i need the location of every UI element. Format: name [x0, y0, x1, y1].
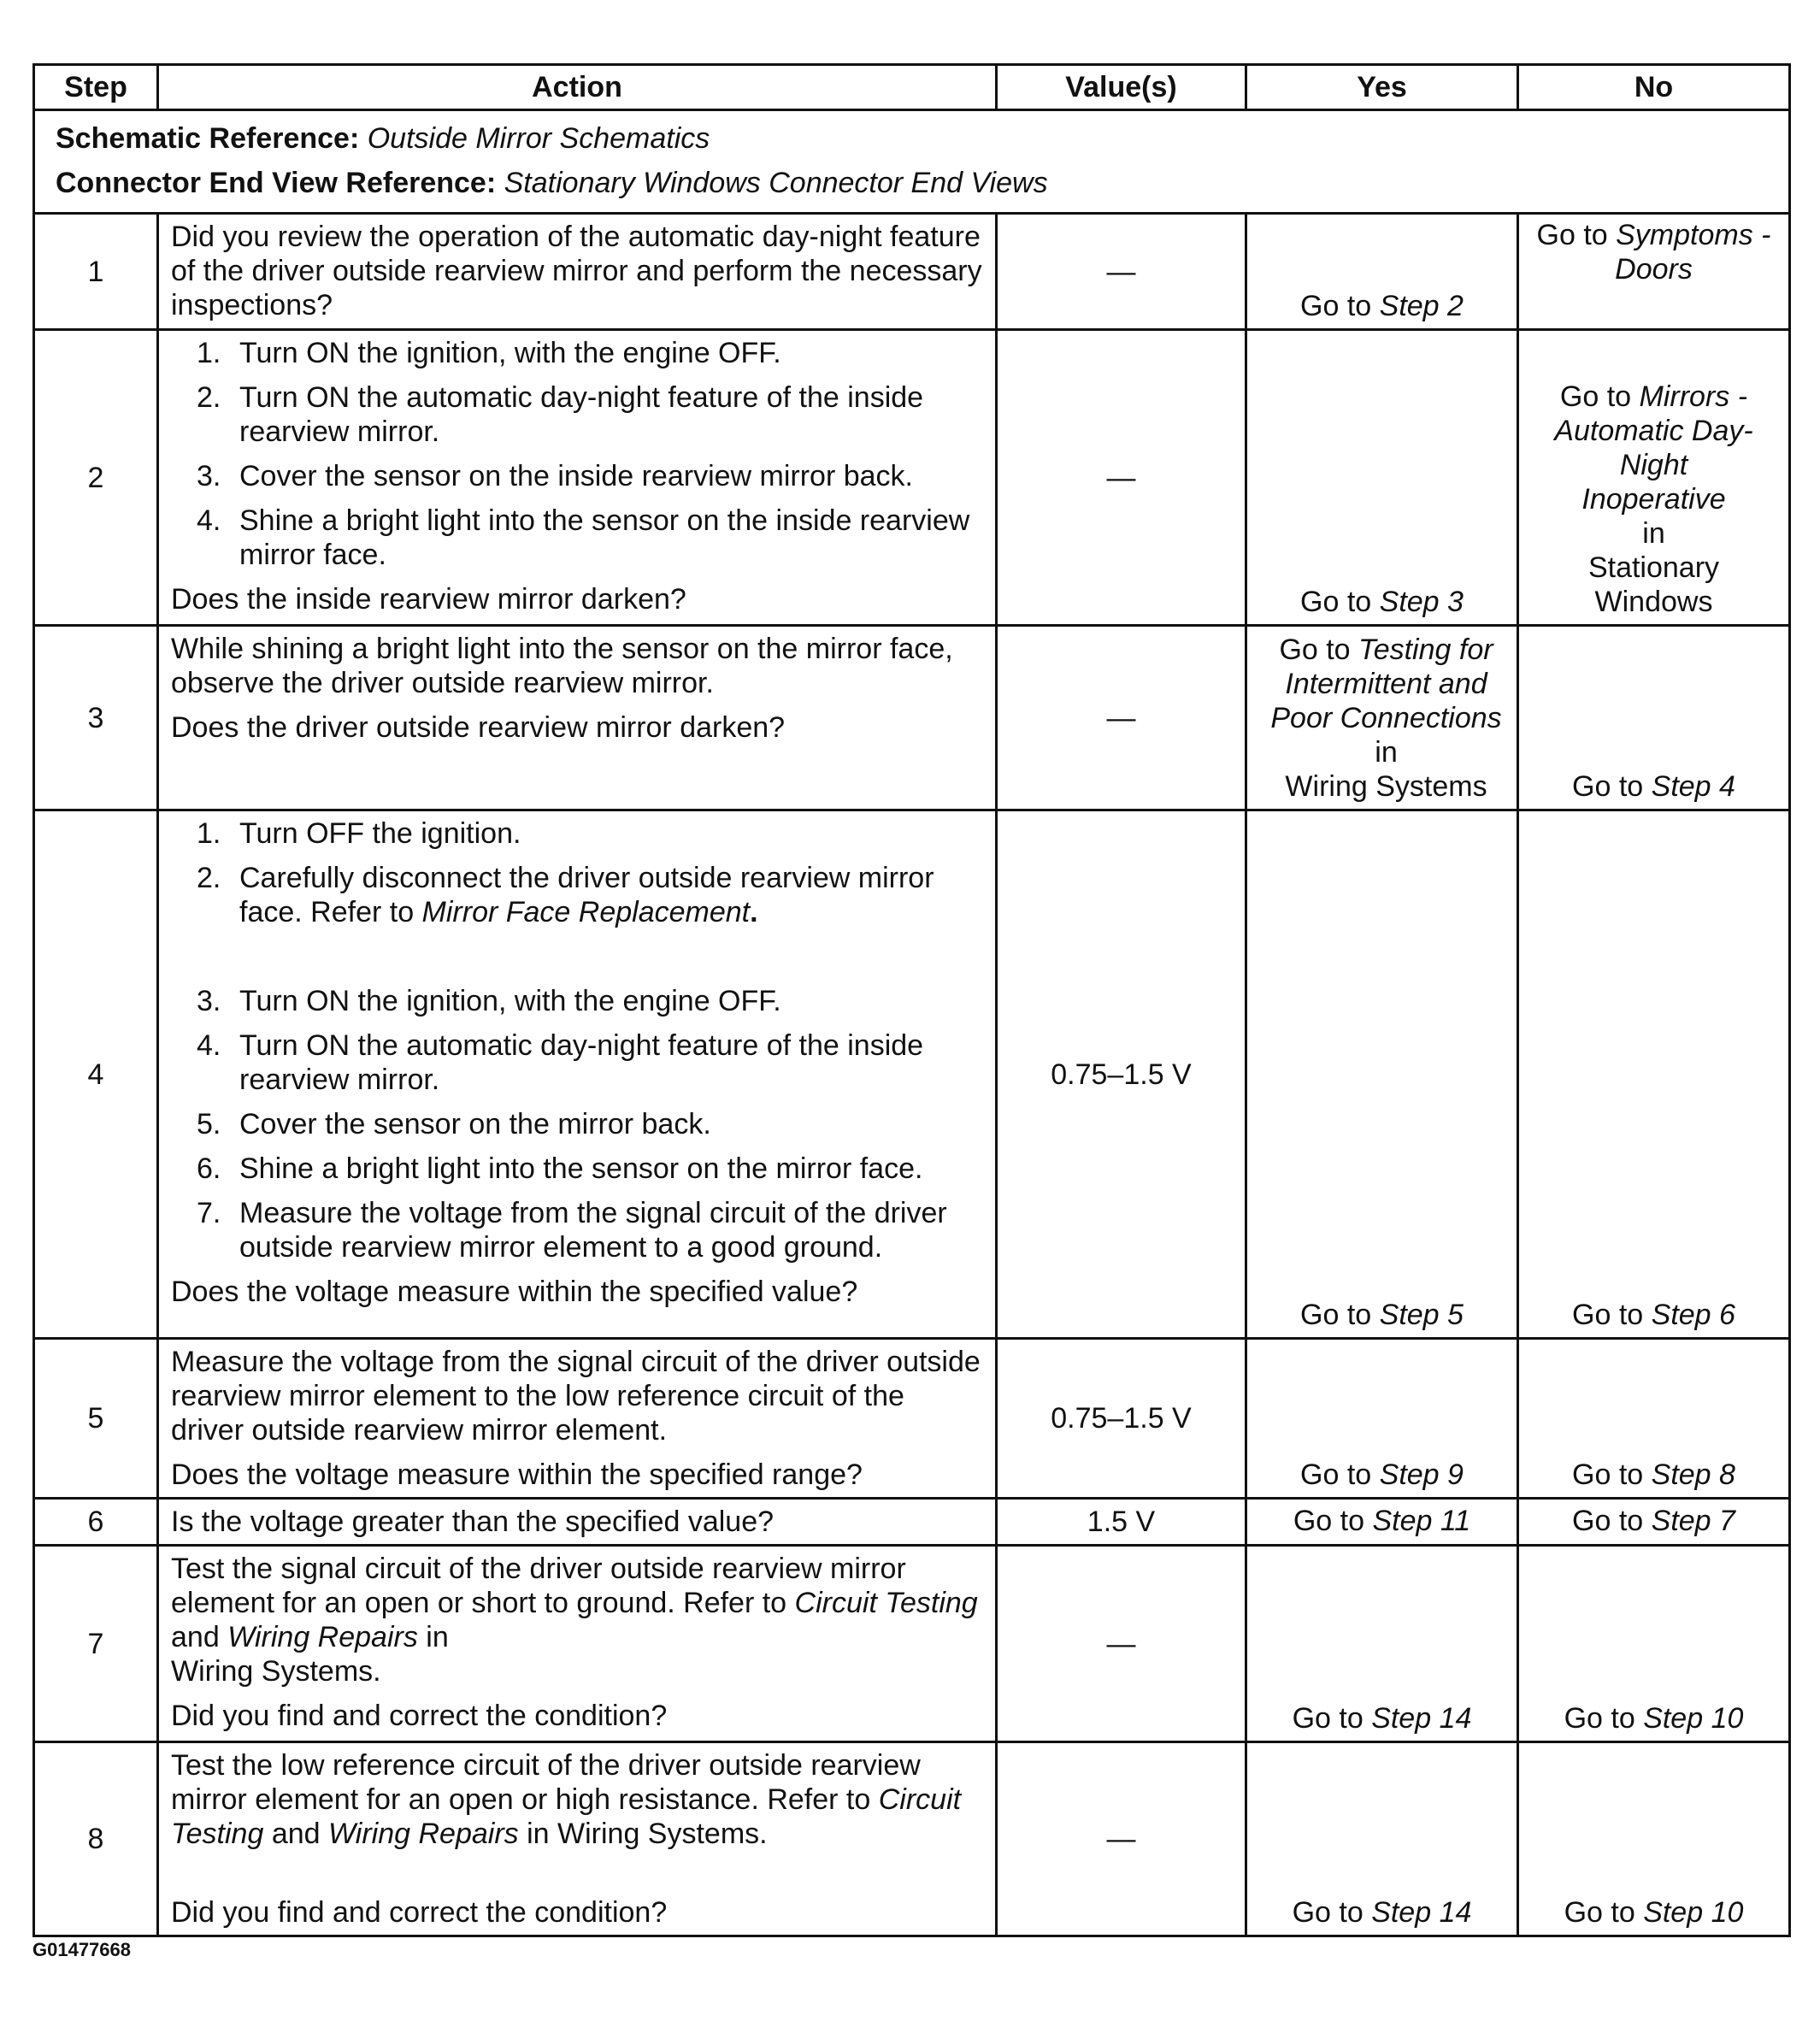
value-cell: — — [997, 1742, 1246, 1936]
value-cell: — — [997, 214, 1246, 330]
yes-cell: Go to Step 2 — [1246, 214, 1518, 330]
value-cell: — — [997, 626, 1246, 810]
step-number: 7 — [34, 1546, 158, 1742]
header-step: Step — [34, 65, 158, 110]
diagnostic-table-page — [32, 63, 1788, 1937]
no-link[interactable]: Step 10 — [1643, 1702, 1744, 1735]
action-steps-list — [171, 816, 983, 1264]
list-item: 7. Measure the voltage from the signal circuit of the driver outside rearview mirror element to a good ground. — [197, 1197, 947, 1264]
list-item: 4. Shine a bright light into the sensor on the inside rearview mirror face. — [197, 504, 970, 571]
question-text: Does the driver outside rearview mirror darken? — [171, 711, 786, 744]
list-spacer — [171, 940, 983, 974]
yes-cell: Go to Step 11 — [1246, 1499, 1518, 1546]
list-item: 6. Shine a bright light into the sensor on the mirror face. — [197, 1152, 923, 1185]
circuit-testing-link[interactable]: Circuit Testing — [171, 1783, 962, 1850]
yes-cell: Go to Step 14 — [1246, 1742, 1518, 1936]
table-row — [34, 1546, 1790, 1742]
list-item: 3. Turn ON the ignition, with the engine OFF. — [197, 985, 781, 1017]
list-item: 3. Cover the sensor on the inside rearview mirror back. — [197, 460, 913, 492]
action-steps-list — [171, 336, 983, 572]
diagnostic-table — [32, 63, 1791, 1937]
step-number: 8 — [34, 1742, 158, 1936]
no-cell: Go to Symptoms - Doors — [1518, 214, 1790, 330]
yes-link[interactable]: Step 14 — [1371, 1896, 1472, 1929]
connector-reference: Connector End View Reference: Stationary Windows Connector End Views — [56, 167, 1048, 199]
yes-cell: Go to Testing for Intermittent and Poor Connections in Wiring Systems — [1246, 626, 1518, 810]
value-cell: — — [997, 330, 1246, 626]
figure-id: G01477668 — [32, 1939, 131, 1960]
yes-link[interactable]: Step 5 — [1379, 1299, 1464, 1331]
no-link[interactable]: Mirrors - Automatic Day-Night Inoperative — [1554, 380, 1753, 516]
header-action: Action — [158, 65, 997, 110]
value-cell: — — [997, 1546, 1246, 1742]
no-link[interactable]: Step 8 — [1651, 1458, 1735, 1491]
yes-cell: Go to Step 14 — [1246, 1546, 1518, 1742]
no-link[interactable]: Step 10 — [1643, 1896, 1744, 1929]
yes-cell: Go to Step 3 — [1246, 330, 1518, 626]
wiring-repairs-link[interactable]: Wiring Repairs — [227, 1621, 418, 1653]
yes-link[interactable]: Testing for Intermittent and Poor Connections — [1270, 633, 1502, 734]
yes-cell: Go to Step 5 — [1246, 810, 1518, 1339]
question-text: Does the voltage measure within the specified value? — [171, 1276, 858, 1308]
action-cell: Measure the voltage from the signal circuit of the driver outside rearview mirror element to the low reference circuit of the driver outside rearview mirror element. Does the voltage measure within the specified range? — [158, 1339, 997, 1499]
question-text: Did you find and correct the condition? — [171, 1700, 668, 1732]
yes-link[interactable]: Step 11 — [1372, 1505, 1471, 1537]
list-item: 1. Turn OFF the ignition. — [197, 817, 521, 850]
table-row — [34, 810, 1790, 1339]
action-cell — [158, 330, 997, 626]
table-row — [34, 1499, 1790, 1546]
table-header-row — [34, 65, 1790, 110]
yes-link[interactable]: Step 14 — [1371, 1702, 1472, 1735]
table-row — [34, 1742, 1790, 1936]
list-item: 1. Turn ON the ignition, with the engine OFF. — [197, 337, 781, 369]
yes-link[interactable]: Step 9 — [1379, 1458, 1464, 1491]
no-link[interactable]: Step 7 — [1651, 1505, 1735, 1537]
value-cell: 0.75–1.5 V — [997, 1339, 1246, 1499]
step-number: 6 — [34, 1499, 158, 1546]
no-cell: Go to Step 8 — [1518, 1339, 1790, 1499]
list-item: 2. Turn ON the automatic day-night feature of the inside rearview mirror. — [197, 381, 924, 448]
wiring-repairs-link[interactable]: Wiring Repairs — [328, 1818, 519, 1850]
schematic-reference: Schematic Reference: Outside Mirror Schematics — [56, 122, 710, 155]
table-row — [34, 1339, 1790, 1499]
header-no: No — [1518, 65, 1790, 110]
action-cell: While shining a bright light into the sensor on the mirror face, observe the driver outside rearview mirror. Does the driver outside rearview mirror darken? — [158, 626, 997, 810]
no-cell: Go to Step 6 — [1518, 810, 1790, 1339]
action-cell — [158, 810, 997, 1339]
no-cell: Go to Step 4 — [1518, 626, 1790, 810]
question-text: Does the inside rearview mirror darken? — [171, 583, 686, 616]
header-values: Value(s) — [997, 65, 1246, 110]
question-text: Does the voltage measure within the specified range? — [171, 1458, 863, 1491]
no-link[interactable]: Symptoms - Doors — [1615, 219, 1771, 286]
no-link[interactable]: Step 6 — [1651, 1299, 1735, 1331]
no-cell: Go to Step 10 — [1518, 1546, 1790, 1742]
connector-reference-link[interactable]: Stationary Windows Connector End Views — [504, 167, 1048, 199]
no-cell: Go to Step 10 — [1518, 1742, 1790, 1936]
question-text: Did you find and correct the condition? — [171, 1896, 668, 1929]
no-cell: Go to Mirrors - Automatic Day-Night Inoperative in Stationary Windows — [1518, 330, 1790, 626]
step-number: 5 — [34, 1339, 158, 1499]
yes-cell: Go to Step 9 — [1246, 1339, 1518, 1499]
table-row — [34, 330, 1790, 626]
no-link[interactable]: Step 4 — [1651, 770, 1735, 803]
table-row — [34, 626, 1790, 810]
header-yes: Yes — [1246, 65, 1518, 110]
mirror-face-replacement-link[interactable]: Mirror Face Replacement — [421, 896, 751, 928]
action-cell: Did you review the operation of the automatic day-night feature of the driver outside rearview mirror and perform the necessary inspections? — [158, 214, 997, 330]
list-item: 5. Cover the sensor on the mirror back. — [197, 1108, 711, 1140]
reference-row — [34, 110, 1790, 214]
action-cell: Is the voltage greater than the specified value? — [158, 1499, 997, 1546]
yes-link[interactable]: Step 3 — [1379, 586, 1464, 618]
yes-link[interactable]: Step 2 — [1379, 290, 1464, 322]
reference-cell — [34, 110, 1790, 214]
step-number: 2 — [34, 330, 158, 626]
list-item: 2. Carefully disconnect the driver outside rearview mirror face. Refer to Mirror Face Replacement. — [197, 862, 934, 928]
step-number: 1 — [34, 214, 158, 330]
table-row — [34, 214, 1790, 330]
value-cell: 0.75–1.5 V — [997, 810, 1246, 1339]
action-cell: Test the low reference circuit of the driver outside rearview mirror element for an open or high resistance. Refer to Circuit Testing and Wiring Repairs in Wiring Systems. Did you find and correct the condition? — [158, 1742, 997, 1936]
schematic-reference-link[interactable]: Outside Mirror Schematics — [367, 122, 710, 155]
value-cell: 1.5 V — [997, 1499, 1246, 1546]
action-cell: Test the signal circuit of the driver outside rearview mirror element for an open or short to ground. Refer to Circuit Testing and Wiring Repairs in Wiring Systems. Did you find and correct the condition? — [158, 1546, 997, 1742]
step-number: 4 — [34, 810, 158, 1339]
circuit-testing-link[interactable]: Circuit Testing — [794, 1587, 978, 1619]
step-number: 3 — [34, 626, 158, 810]
no-cell: Go to Step 7 — [1518, 1499, 1790, 1546]
list-item: 4. Turn ON the automatic day-night feature of the inside rearview mirror. — [197, 1029, 924, 1096]
